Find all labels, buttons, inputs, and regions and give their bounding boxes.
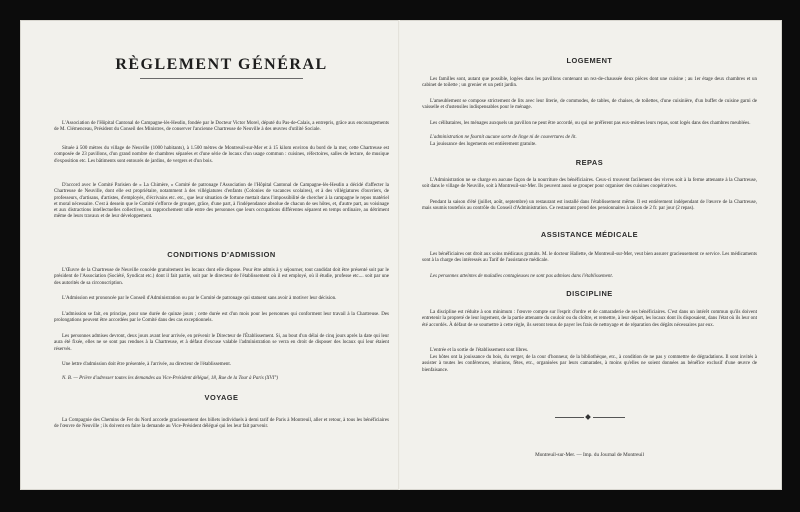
admission-paragraph: L'Œuvre de la Chartreuse de Neuville concède gratuitement les locaux dont elle dispose. Pour être admis à y séjourner, tout candidat doit être présenté soit par le président de l'Association (Société, Syndicat etc.) dont il fait partie, soit par le directeur de l'établissement où il est employé, où il étudie, professe etc.... soit par une des autorités de sa circonscription. [54, 268, 389, 286]
intro-paragraph: Située à 500 mètres du village de Neuville (1000 habitants), à 1.500 mètres de Montreuil-sur-Mer et à 15 kilom environ du bord de la mer, cette Chartreuse est composée de 23 pavillons, d'un grand nombre de chambres séparées et d'une série de locaux d'un usage commun : cuisines, réfectoires, salles de lecture, de musique d'exposition etc. Les bâtiments sont entourés de jardins, de vergers et d'un bois. [54, 146, 389, 164]
repas-paragraph: Pendant la saison d'été (juillet, août, septembre) un restaurant est installé dans l'établissement même. Il est entièrement indépendant de l'œuvre de la Chartreuse, mais soumis toutefois au contrôle du Conseil d'Administration. Ce restaurant prend des pensionnaires à raison de 2 fr. par jour (2 repas). [422, 200, 757, 212]
printer-footer: Montreuil-sur-Mer. — Imp. du Journal de Montreuil [535, 452, 644, 458]
admission-paragraph: Une lettre d'admission doit être présentée, à l'arrivée, au directeur de l'établissement. [62, 362, 232, 367]
voyage-heading: VOYAGE [204, 393, 239, 402]
admission-paragraph: L'admission se fait, en principe, pour une durée de quinze jours ; cette durée est d'un mois pour les personnes qui conforment leur travail à la Chartreuse. Des prolongations peuvent être accordées par le Comité dans des cas exceptionnels. [54, 312, 389, 324]
admission-heading: CONDITIONS D'ADMISSION [167, 250, 276, 259]
page-fold [398, 20, 400, 490]
admission-paragraph: L'Admission est prononcée par le Conseil d'Administration ou par le Comité de patronage qui statuent sans avoir à motiver leur décision. [62, 296, 337, 301]
assistance-paragraph: Les personnes atteintes de maladies contagieuses ne sont pas admises dans l'établissement. [430, 274, 613, 279]
assistance-heading: ASSISTANCE MÉDICALE [540, 230, 639, 239]
title-rule [140, 78, 303, 79]
logement-paragraph: L'ameublement se compose strictement de lits avec leur literie, de commodes, de tables, de chaises, de toilettes, d'une cuisinière, d'un buffet de cuisine garni de vaisselle et d'ustensiles indispensables pour le ménage. [422, 99, 757, 111]
repas-paragraph: L'Administration ne se charge en aucune façon de la nourriture des bénéficiaires. Ceux-ci trouvent facilement des vivres soit à la ferme attenante à la Chartreuse, soit dans le village de Neuville, soit à Montreuil-sur-Mer. Ils peuvent aussi se grouper pour organiser des cuisines coopératives. [422, 178, 757, 190]
admission-paragraph: Les personnes admises devront, deux jours avant leur arrivée, en prévenir le Directeur de l'Établissement. Si, au bout d'un délai de cinq jours après la date qui leur aura été fixée, elles ne se sont pas rendues à la Chartreuse, et à défaut d'excuse valable l'administration se verra en droit de disposer des locaux qui leur étaient réservés. [54, 334, 389, 352]
section-ornament [555, 415, 625, 419]
discipline-paragraph: Les hôtes ont la jouissance du bois, du verger, de la cour d'honneur, de la bibliothèque, etc., à condition de ne pas y commettre de dégradations. Il sont invités à assister à toutes les conférences, réunions, fêtes, etc., organisées par leurs camarades, à moins qu'elles ne soient données au bénéfice exclusif d'une œuvre de bienfaisance. [422, 355, 757, 373]
voyage-paragraph: La Compagnie des Chemins de Fer du Nord accorde gracieusement des billets individuels à demi tarif de Paris à Montreuil, aller et retour, à tous les bénéficiaires de l'œuvre de Neuville ; ils doivent en faire la demande au Vice-Président délégué qui les leur fait parvenir. [54, 418, 389, 430]
note-line: N. B. — Prière d'adresser toutes les demandes au Vice-Président délégué, 18, Rue de la Tour à Paris (XVI°) [62, 376, 278, 381]
discipline-paragraph: La discipline est réduite à son minimum : l'œuvre compte sur l'esprit d'ordre et de camaraderie de ses bénéficiaires. C'est dans un intérêt commun qu'ils doivent entretenir la propreté de leur logement, de la partie attenante du couloir ou du cloître, et remettre, à leur départ, les locaux dont ils disposaient, dans l'état où ils leur ont été accordés. À défaut de se soumettre à cette règle, ils seront tenus de payer les frais de nettoyage et de réparation des dégâts nécessaires par eux. [422, 310, 757, 328]
page-title: RÈGLEMENT GÉNÉRAL [115, 56, 328, 73]
discipline-heading: DISCIPLINE [566, 289, 613, 298]
logement-paragraph: Les célibataires, les ménages auxquels un pavillon ne peut être accordé, ou qui ne préfèrent pas eux-mêmes leurs repas, sont logés dans des chambres meublées. [430, 121, 751, 126]
discipline-paragraph: L'entrée et la sortie de l'établissement sont libres. [430, 348, 529, 353]
logement-paragraph: L'administration ne fournit aucune sorte de linge ni de couvertures de lit. [430, 135, 577, 140]
assistance-paragraph: Les bénéficiaires ont droit aux soins médicaux gratuits. M. le docteur Hallette, de Montreuil-sur-Mer, veut bien assurer gracieusement ce service. Les médicaments sont à la charge des intéressés au Tarif de l'assistance médicale. [422, 252, 757, 264]
logement-paragraph: Les familles sont, autant que possible, logées dans les pavillons contenant un rez-de-chaussée deux pièces dont une cuisine ; au 1er étage deux chambres et un cabinet de toilette ; un grenier et un petit jardin. [422, 77, 757, 89]
repas-heading: REPAS [575, 158, 604, 167]
intro-paragraph: D'accord avec le Comité Parisien de « La Chimère, » Comité de patronage l'Association de l'Hôpital Cantonal de Campagne-lès-Hesdin a décidé d'affecter la Chartreuse de Neuville, dont elle est propriétaire, notamment à des villégiatures d'enfants (Colonies de vacances scolaires), et à des villégiatures d'ouvriers, de professeurs, d'artisans, d'artistes, d'employés, d'écrivains etc. etc., que leur situation de fortune mettait dans l'impossibilité de chercher à la campagne le repos matériel et moral nécessaire. C'est à dessein que le Comité s'efforce de grouper, grâce, d'une part, à l'indépendance absolue de chacun de ses hôtes, et, d'autre part, au voisinage et aux distractions intellectuelles collectives, un rapprochement utile entre des personnes que leurs occupations différentes séparent en temps ordinaire, au détriment même de leurs travaux et de leur développement. [54, 183, 389, 220]
logement-paragraph: La jouissance des logements est entièrement gratuite. [430, 142, 537, 147]
intro-paragraph: L'Association de l'Hôpital Cantonal de Campagne-lès-Hesdin, fondée par le Docteur Victor Morel, député du Pas-de-Calais, a entrepris, grâce aux encouragements de M. Clémenceau, Président du Conseil des Ministres, de conserver l'ancienne Chartreuse de Neuville à des œuvres d'utilité Sociale. [54, 121, 389, 133]
logement-heading: LOGEMENT [566, 56, 613, 65]
regulation-sheet [20, 20, 782, 490]
